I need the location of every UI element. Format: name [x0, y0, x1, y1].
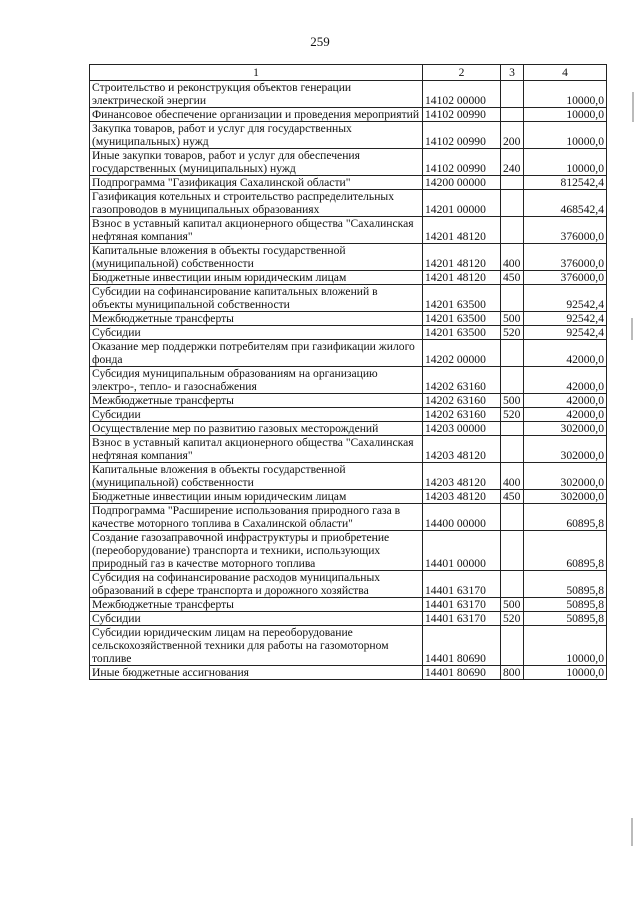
- header-row: [90, 65, 607, 81]
- row-expense-type-cell: 500: [501, 394, 524, 408]
- row-code-cell: 14201 00000: [423, 190, 501, 217]
- row-expense-type-cell: 400: [501, 244, 524, 271]
- row-name-cell: Субсидии на софинансирование капитальных вложений в объекты муниципальной собственности: [90, 285, 423, 312]
- row-code-cell: 14203 48120: [423, 490, 501, 504]
- row-code-cell: 14202 63160: [423, 394, 501, 408]
- scan-edge-mark: [631, 818, 633, 846]
- row-expense-type-cell: [501, 176, 524, 190]
- table-row: [90, 463, 607, 490]
- row-name-cell: Создание газозаправочной инфраструктуры и приобретение (переоборудование) транспорта и техники, использующих природный газ в качестве моторного топлива: [90, 531, 423, 571]
- header-col-1: 1: [90, 65, 423, 81]
- scan-edge-mark: [631, 318, 633, 340]
- row-code-cell: 14202 00000: [423, 340, 501, 367]
- row-name-cell: Закупка товаров, работ и услуг для государственных (муниципальных) нужд: [90, 122, 423, 149]
- row-expense-type-cell: [501, 81, 524, 108]
- row-amount-cell: 10000,0: [524, 122, 607, 149]
- table-row: [90, 176, 607, 190]
- table-row: [90, 408, 607, 422]
- row-name-cell: Строительство и реконструкция объектов генерации электрической энергии: [90, 81, 423, 108]
- row-amount-cell: 42000,0: [524, 340, 607, 367]
- row-code-cell: 14401 80690: [423, 666, 501, 680]
- row-amount-cell: 302000,0: [524, 422, 607, 436]
- table-row: [90, 504, 607, 531]
- row-amount-cell: 10000,0: [524, 666, 607, 680]
- row-expense-type-cell: 500: [501, 312, 524, 326]
- table-row: [90, 340, 607, 367]
- row-expense-type-cell: 500: [501, 598, 524, 612]
- row-amount-cell: 60895,8: [524, 531, 607, 571]
- row-name-cell: Субсидии: [90, 326, 423, 340]
- header-col-3: 3: [501, 65, 524, 81]
- row-expense-type-cell: [501, 217, 524, 244]
- table-row: [90, 122, 607, 149]
- table-row: [90, 326, 607, 340]
- table-body: [90, 81, 607, 680]
- table-row: [90, 612, 607, 626]
- row-amount-cell: 302000,0: [524, 436, 607, 463]
- row-name-cell: Субсидии юридическим лицам на переоборудование сельскохозяйственной техники для работы на газомоторном топливе: [90, 626, 423, 666]
- row-expense-type-cell: 400: [501, 463, 524, 490]
- table-row: [90, 422, 607, 436]
- row-name-cell: Подпрограмма "Газификация Сахалинской области": [90, 176, 423, 190]
- row-amount-cell: 50895,8: [524, 598, 607, 612]
- row-expense-type-cell: 200: [501, 122, 524, 149]
- row-code-cell: 14201 48120: [423, 244, 501, 271]
- row-name-cell: Межбюджетные трансферты: [90, 598, 423, 612]
- row-expense-type-cell: 450: [501, 490, 524, 504]
- table-row: [90, 571, 607, 598]
- row-code-cell: 14201 48120: [423, 217, 501, 244]
- row-code-cell: 14201 48120: [423, 271, 501, 285]
- row-code-cell: 14202 63160: [423, 408, 501, 422]
- table-header: [90, 65, 607, 81]
- table-row: [90, 190, 607, 217]
- row-expense-type-cell: [501, 626, 524, 666]
- table-row: [90, 531, 607, 571]
- table-row: [90, 394, 607, 408]
- row-amount-cell: 92542,4: [524, 312, 607, 326]
- row-expense-type-cell: [501, 422, 524, 436]
- row-amount-cell: 468542,4: [524, 190, 607, 217]
- row-code-cell: 14102 00990: [423, 149, 501, 176]
- row-amount-cell: 50895,8: [524, 571, 607, 598]
- table-row: [90, 149, 607, 176]
- table-row: [90, 285, 607, 312]
- table-row: [90, 244, 607, 271]
- scan-edge-mark: [632, 92, 634, 122]
- row-name-cell: Межбюджетные трансферты: [90, 394, 423, 408]
- row-amount-cell: 10000,0: [524, 149, 607, 176]
- row-name-cell: Капитальные вложения в объекты государственной (муниципальной) собственности: [90, 463, 423, 490]
- row-amount-cell: 10000,0: [524, 108, 607, 122]
- row-amount-cell: 42000,0: [524, 408, 607, 422]
- row-code-cell: 14102 00000: [423, 81, 501, 108]
- table-row: [90, 367, 607, 394]
- row-amount-cell: 10000,0: [524, 81, 607, 108]
- row-amount-cell: 10000,0: [524, 626, 607, 666]
- row-expense-type-cell: [501, 340, 524, 367]
- row-name-cell: Субсидия муниципальным образованиям на организацию электро-, тепло- и газоснабжения: [90, 367, 423, 394]
- row-name-cell: Капитальные вложения в объекты государственной (муниципальной) собственности: [90, 244, 423, 271]
- row-name-cell: Оказание мер поддержки потребителям при газификации жилого фонда: [90, 340, 423, 367]
- header-col-4: 4: [524, 65, 607, 81]
- row-expense-type-cell: 450: [501, 271, 524, 285]
- row-name-cell: Бюджетные инвестиции иным юридическим лицам: [90, 271, 423, 285]
- row-amount-cell: 302000,0: [524, 463, 607, 490]
- row-expense-type-cell: 800: [501, 666, 524, 680]
- page-number: 259: [310, 34, 330, 49]
- row-name-cell: Межбюджетные трансферты: [90, 312, 423, 326]
- table-row: [90, 271, 607, 285]
- row-name-cell: Бюджетные инвестиции иным юридическим лицам: [90, 490, 423, 504]
- row-amount-cell: 92542,4: [524, 326, 607, 340]
- budget-table: [89, 64, 607, 680]
- row-expense-type-cell: 520: [501, 408, 524, 422]
- row-name-cell: Взнос в уставный капитал акционерного общества "Сахалинская нефтяная компания": [90, 436, 423, 463]
- row-expense-type-cell: [501, 531, 524, 571]
- header-col-2: 2: [423, 65, 501, 81]
- table-row: [90, 312, 607, 326]
- row-amount-cell: 60895,8: [524, 504, 607, 531]
- row-name-cell: Субсидии: [90, 408, 423, 422]
- row-code-cell: 14400 00000: [423, 504, 501, 531]
- row-name-cell: Иные бюджетные ассигнования: [90, 666, 423, 680]
- row-expense-type-cell: [501, 285, 524, 312]
- row-code-cell: 14202 63160: [423, 367, 501, 394]
- row-amount-cell: 812542,4: [524, 176, 607, 190]
- row-code-cell: 14401 63170: [423, 598, 501, 612]
- table-row: [90, 666, 607, 680]
- row-expense-type-cell: [501, 571, 524, 598]
- row-code-cell: 14200 00000: [423, 176, 501, 190]
- row-expense-type-cell: [501, 108, 524, 122]
- row-amount-cell: 302000,0: [524, 490, 607, 504]
- row-amount-cell: 376000,0: [524, 271, 607, 285]
- row-code-cell: 14401 63170: [423, 571, 501, 598]
- row-amount-cell: 42000,0: [524, 394, 607, 408]
- row-expense-type-cell: 520: [501, 326, 524, 340]
- row-expense-type-cell: 520: [501, 612, 524, 626]
- row-code-cell: 14203 48120: [423, 463, 501, 490]
- table-row: [90, 108, 607, 122]
- row-name-cell: Подпрограмма "Расширение использования природного газа в качестве моторного топлива в Сахалинской области": [90, 504, 423, 531]
- row-code-cell: 14201 63500: [423, 312, 501, 326]
- row-code-cell: 14102 00990: [423, 122, 501, 149]
- row-expense-type-cell: [501, 436, 524, 463]
- row-code-cell: 14201 63500: [423, 326, 501, 340]
- row-name-cell: Газификация котельных и строительство распределительных газопроводов в муниципальных образованиях: [90, 190, 423, 217]
- table-row: [90, 436, 607, 463]
- table-row: [90, 490, 607, 504]
- table-row: [90, 598, 607, 612]
- table-row: [90, 217, 607, 244]
- row-name-cell: Осуществление мер по развитию газовых месторождений: [90, 422, 423, 436]
- row-expense-type-cell: 240: [501, 149, 524, 176]
- row-amount-cell: 42000,0: [524, 367, 607, 394]
- row-code-cell: 14203 48120: [423, 436, 501, 463]
- table-row: [90, 81, 607, 108]
- row-code-cell: 14102 00990: [423, 108, 501, 122]
- row-amount-cell: 50895,8: [524, 612, 607, 626]
- row-expense-type-cell: [501, 504, 524, 531]
- row-name-cell: Финансовое обеспечение организации и проведения мероприятий: [90, 108, 423, 122]
- row-code-cell: 14201 63500: [423, 285, 501, 312]
- row-name-cell: Иные закупки товаров, работ и услуг для обеспечения государственных (муниципальных) нужд: [90, 149, 423, 176]
- row-name-cell: Субсидия на софинансирование расходов муниципальных образований в сфере транспорта и дорожного хозяйства: [90, 571, 423, 598]
- row-code-cell: 14401 00000: [423, 531, 501, 571]
- row-expense-type-cell: [501, 367, 524, 394]
- row-name-cell: Субсидии: [90, 612, 423, 626]
- row-code-cell: 14203 00000: [423, 422, 501, 436]
- row-expense-type-cell: [501, 190, 524, 217]
- row-code-cell: 14401 80690: [423, 626, 501, 666]
- row-amount-cell: 376000,0: [524, 217, 607, 244]
- row-amount-cell: 92542,4: [524, 285, 607, 312]
- table-row: [90, 626, 607, 666]
- row-amount-cell: 376000,0: [524, 244, 607, 271]
- row-name-cell: Взнос в уставный капитал акционерного общества "Сахалинская нефтяная компания": [90, 217, 423, 244]
- row-code-cell: 14401 63170: [423, 612, 501, 626]
